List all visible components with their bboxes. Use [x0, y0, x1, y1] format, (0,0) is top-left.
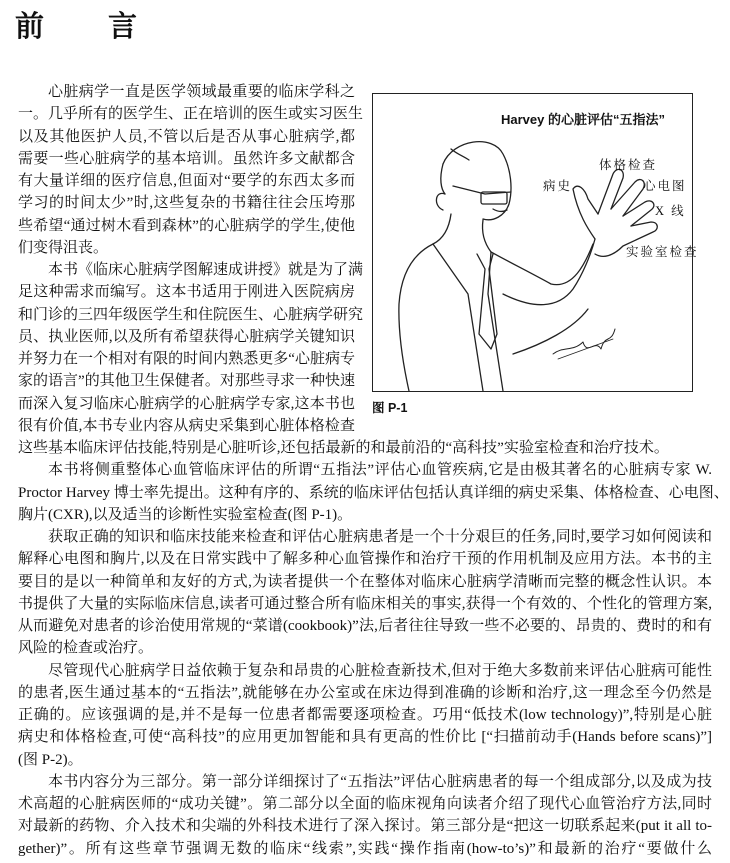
label-ecg: 心电图 — [643, 179, 687, 193]
text-line: 有大量详细的医疗信息,但面对“要学的东西太多而 — [18, 173, 355, 189]
text-line: 本书《临床心脏病学图解速成讲授》就是为了满 — [48, 262, 364, 278]
figure-title: Harvey 的心脏评估“五指法” — [501, 112, 665, 127]
text-line: 病史和体格检查,可使“高科技”的应用更加智能和具有更高的性价比 [“扫描前动手(Hands before scans)”] — [18, 729, 712, 746]
figure-caption: 图 P-1 — [372, 401, 408, 415]
text-line: 本书内容分为三部分。第一部分详细探讨了“五指法”评估心脏病患者的每一个组成部分,以及成为技 — [48, 773, 712, 790]
text-line: 书提供了大量的实际临床信息,读者可通过整合所有临床相关的事实,获得一个有效的、个性化的管理方案, — [18, 595, 712, 612]
text-line: 的患者,医生通过基本的“五指法”,就能够在办公室或在床边得到准确的诊断和治疗,这一理念至今仍然是 — [18, 684, 712, 701]
text-line: 足这种需求而编写。这本书适用于刚进入医院病房 — [18, 284, 355, 301]
text-line: 和门诊的三四年级医学生和住院医生、心脏病学研究 — [18, 306, 364, 323]
label-lab: 实验室检查 — [626, 245, 699, 259]
text-line: 从而避免对患者的诊治使用常规的“菜谱(cookbook)”法,后者往往导致一些不必要的、昂贵的、费时的和有 — [18, 618, 712, 634]
text-line: 而深入复习临床心脏病学的心脏病学专家,这本书也 — [18, 395, 355, 412]
text-line: 要目的是以一种简单和友好的方式,为读者提供一个在整体对临床心脏病学清晰而完整的概念性认识。本 — [18, 573, 712, 590]
text-line: 解释心电图和胸片,以及在日常实践中了解多种心血管操作和治疗干预的作用机制及应用方法。本书的主 — [18, 551, 712, 568]
label-xray: X 线 — [655, 204, 686, 218]
text-line: 们变得沮丧。 — [18, 239, 109, 256]
text-line: 这些基本临床评估技能,特别是心脏听诊,还包括最新的和最前沿的“高科技”实验室检查和治疗技术。 — [18, 440, 669, 456]
text-line: 对最新的药物、介入技术和尖端的外科技术进行了深入探讨。第三部分是“把这一切联系起来(put it all to- — [18, 818, 712, 835]
text-line: 正确的。应该强调的是,并不是每一位患者都需要逐项检查。巧用“低技术(low technology)”,特别是心脏 — [18, 707, 712, 723]
text-line: 本书将侧重整体心血管临床评估的所谓“五指法”评估心血管疾病,它是由极其著名的心脏病专家 W. — [48, 462, 712, 479]
text-line: 家的语言”的其他卫生保健者。对那些寻求一种快速 — [18, 373, 355, 390]
text-line: 并努力在一个相对有限的时间内熟悉更多“心脏病专 — [18, 351, 355, 367]
text-line: 风险的检查或治疗。 — [18, 640, 154, 657]
text-line: (图 P-2)。 — [18, 751, 83, 768]
text-line: 心脏病学一直是医学领域最重要的临床学科之 — [48, 84, 355, 100]
text-line: gether)”。所有这些章节强调无数的临床“线索”,实践“操作指南(how-to’s)”和最新的治疗“要做什么 — [18, 840, 712, 857]
text-line: 需要一些心脏病学的基本培训。虽然许多文献都含 — [18, 150, 355, 167]
figure-p1 — [372, 93, 699, 392]
text-line: 些希望“通过树木看到森林”的心脏病学的学生,使他 — [18, 217, 355, 234]
text-line: 以及其他医护人员,不管以后是否从事心脏病学,都 — [18, 128, 355, 145]
page-title: 前 言 — [15, 11, 166, 43]
text-line: 术高超的心脏病医师的“成功关键”。第二部分以全面的临床视角向读者介绍了现代心血管治疗方法,同时 — [18, 796, 712, 812]
text-line: Proctor Harvey 博士率先提出。这种有序的、系统的临床评估包括认真详细的病史采集、体格检查、心电图、 — [18, 484, 729, 501]
text-line: 尽管现代心脏病学日益依赖于复杂和昂贵的心脏检查新技术,但对于绝大多数前来评估心脏病可能性 — [48, 662, 712, 679]
label-history: 病史 — [543, 179, 573, 193]
text-line: 员、执业医师,以及所有希望获得心脏病学关键知识 — [18, 328, 355, 345]
text-line: 学习的时间太少”时,这些复杂的书籍往往会压垮那 — [18, 195, 355, 212]
text-line: 获取正确的知识和临床技能来检查和评估心脏病患者是一个十分艰巨的任务,同时,要学习如何阅读和 — [48, 529, 712, 545]
text-line: 一。几乎所有的医学生、正在培训的医生或实习医生 — [18, 106, 364, 123]
text-line: 很有价值,本书专业内容从病史采集到心脏体格检查 — [18, 417, 355, 434]
label-physical-exam: 体格检查 — [599, 158, 658, 172]
text-line: 胸片(CXR),以及适当的诊断性实验室检查(图 P-1)。 — [18, 506, 353, 523]
